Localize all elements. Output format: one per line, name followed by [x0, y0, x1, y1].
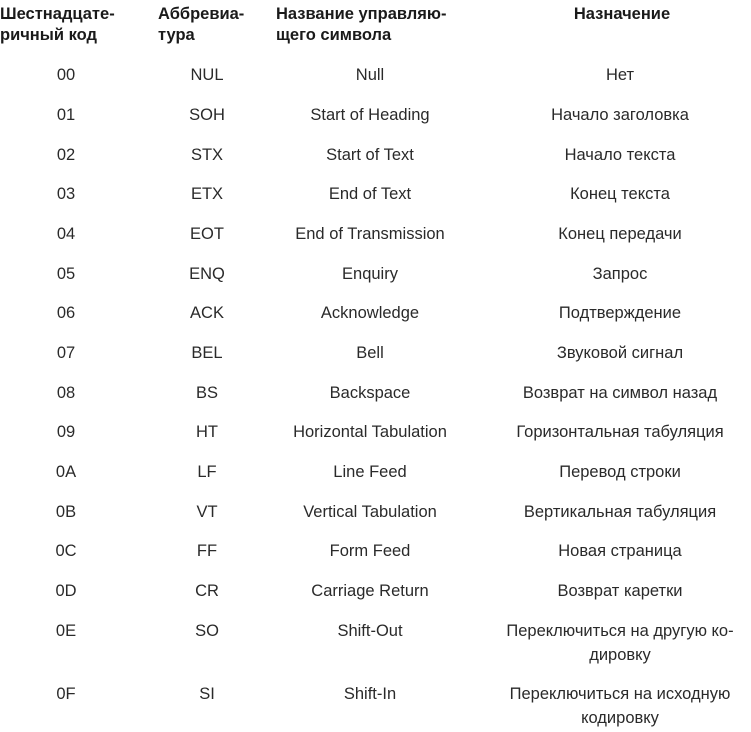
- abbr-cell: VT: [196, 503, 218, 521]
- header-name-line1: Название управляю-: [276, 5, 447, 23]
- hex-cell: 02: [56, 146, 76, 164]
- purpose-cell: Начало заголовка: [551, 106, 689, 124]
- header-abbr-line1: Аббревиа-: [158, 5, 245, 23]
- purpose-line1: Переключиться на исходную: [509, 685, 731, 703]
- header-hex-line2: ричный код: [0, 26, 97, 44]
- name-cell: Carriage Return: [311, 582, 429, 600]
- header-purpose-label: Назначение: [573, 5, 671, 23]
- hex-cell: 06: [56, 304, 76, 322]
- hex-cell: 0D: [55, 582, 77, 600]
- abbr-cell: SOH: [189, 106, 225, 124]
- hex-cell: 04: [56, 225, 76, 243]
- name-cell: Shift-In: [343, 685, 397, 703]
- abbr-cell: ENQ: [189, 265, 225, 283]
- hex-cell: 07: [56, 344, 76, 362]
- purpose-cell: Возврат каретки: [557, 582, 683, 600]
- purpose-cell: [492, 682, 748, 730]
- hex-cell: 01: [56, 106, 76, 124]
- purpose-cell: Начало текста: [564, 146, 676, 164]
- hex-cell: 09: [56, 423, 76, 441]
- name-cell: Line Feed: [333, 463, 407, 481]
- hex-cell: 08: [56, 384, 76, 402]
- abbr-cell: LF: [197, 463, 217, 481]
- name-cell: Vertical Tabulation: [303, 503, 437, 521]
- purpose-cell: [492, 619, 748, 667]
- purpose-cell: Вертикальная табуляция: [523, 503, 717, 521]
- hex-cell: 05: [56, 265, 76, 283]
- hex-cell: 0F: [56, 685, 76, 703]
- hex-cell: 0E: [55, 622, 77, 640]
- abbr-cell: SI: [199, 685, 215, 703]
- name-cell: Null: [355, 66, 385, 84]
- purpose-cell: Звуковой сигнал: [556, 344, 684, 362]
- purpose-line2: дировку: [589, 646, 651, 664]
- purpose-cell: Горизонтальная табуляция: [516, 423, 724, 441]
- header-abbr-line2: тура: [158, 26, 195, 44]
- purpose-cell: Запрос: [592, 265, 648, 283]
- abbr-cell: FF: [196, 542, 218, 560]
- hex-cell: 03: [56, 185, 76, 203]
- name-cell: Form Feed: [329, 542, 411, 560]
- hex-cell: 0A: [55, 463, 77, 481]
- name-cell: Shift-Out: [337, 622, 403, 640]
- header-hex-code: [0, 4, 140, 46]
- purpose-cell: Новая страница: [558, 542, 682, 560]
- abbr-cell: NUL: [190, 66, 224, 84]
- abbr-cell: ACK: [190, 304, 224, 322]
- abbr-cell: SO: [195, 622, 219, 640]
- abbr-cell: BS: [195, 384, 218, 402]
- name-cell: Start of Text: [326, 146, 414, 164]
- header-purpose: [498, 4, 746, 25]
- purpose-cell: Перевод строки: [559, 463, 681, 481]
- purpose-cell: Конец передачи: [558, 225, 682, 243]
- abbr-cell: HT: [196, 423, 218, 441]
- purpose-cell: Подтверждение: [558, 304, 682, 322]
- abbr-cell: EOT: [190, 225, 224, 243]
- name-cell: Horizontal Tabulation: [293, 423, 447, 441]
- purpose-line1: Переключиться на другую ко-: [506, 622, 734, 640]
- name-cell: Start of Heading: [310, 106, 430, 124]
- name-cell: Bell: [356, 344, 384, 362]
- purpose-cell: Конец текста: [570, 185, 670, 203]
- header-abbreviation: [158, 4, 268, 46]
- abbr-cell: ETX: [190, 185, 224, 203]
- purpose-line2: кодировку: [581, 709, 659, 727]
- hex-cell: 00: [56, 66, 76, 84]
- abbr-cell: BEL: [191, 344, 223, 362]
- name-cell: End of Text: [328, 185, 412, 203]
- purpose-cell: Возврат на символ назад: [522, 384, 718, 402]
- header-control-name: [276, 4, 476, 46]
- name-cell: Acknowledge: [320, 304, 420, 322]
- abbr-cell: CR: [195, 582, 219, 600]
- name-cell: Enquiry: [342, 265, 398, 283]
- name-cell: Backspace: [329, 384, 411, 402]
- hex-cell: 0C: [55, 542, 77, 560]
- hex-cell: 0B: [55, 503, 77, 521]
- purpose-cell: Нет: [605, 66, 635, 84]
- abbr-cell: STX: [190, 146, 224, 164]
- header-name-line2: щего символа: [276, 26, 392, 44]
- name-cell: End of Transmission: [295, 225, 445, 243]
- header-hex-line1: Шестнадцате-: [0, 5, 115, 23]
